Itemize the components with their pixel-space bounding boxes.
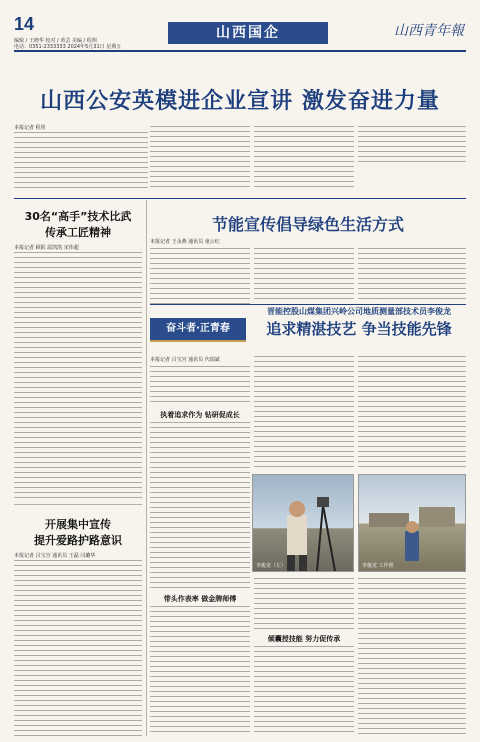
feature-text-col2c bbox=[254, 646, 354, 736]
feature-text-col1b bbox=[150, 606, 250, 736]
feature-text-col3 bbox=[358, 356, 466, 468]
feature-subhead-2: 带头作表率 做金牌师傅 bbox=[163, 595, 237, 603]
left-story-1-byline: 本报记者 顾阳 温凯凯 宋伟超 bbox=[14, 245, 79, 251]
main-story-text-col4 bbox=[358, 126, 466, 166]
feature-photo-2 bbox=[358, 474, 466, 572]
photo-1-caption: 李俊龙（左） bbox=[256, 563, 287, 569]
feature-title: 追求精湛技艺 争当技能先锋 bbox=[266, 320, 452, 338]
left-story-2-text bbox=[14, 560, 142, 736]
feature-text-col3b bbox=[358, 578, 466, 736]
feature-byline: 本报记者 吕宝宫 通讯员 代瑞斌 bbox=[150, 357, 220, 363]
left-story-2-headline: 开展集中宣传 提升爱路护路意识 bbox=[34, 518, 122, 547]
middle-story-text-col1 bbox=[150, 248, 250, 304]
main-byline: 本报记者 程彤 bbox=[14, 125, 46, 131]
left-story-2-byline: 本报记者 吕宝宫 通讯员 王磊 闫璐华 bbox=[14, 553, 96, 559]
page-number: 14 bbox=[14, 14, 35, 34]
person-figure-icon bbox=[253, 475, 354, 572]
column-tag-underline bbox=[150, 340, 246, 342]
main-story-text-col3 bbox=[254, 126, 354, 190]
middle-story-text-col3 bbox=[358, 248, 466, 300]
meta-line-1: 编辑 / 王晓华 校对 / 黄芸 美编 / 程翔 bbox=[14, 38, 97, 44]
meta-line-2: 电话：0351-2333333 2024年5月31日 星期五 bbox=[14, 44, 122, 50]
newspaper-masthead: 山西青年報 bbox=[394, 23, 464, 39]
feature-photo-1 bbox=[252, 474, 354, 572]
survey-site-icon bbox=[359, 475, 466, 572]
feature-text-intro bbox=[150, 366, 250, 406]
feature-subhead-1: 执着追求作为 钻研促成长 bbox=[160, 411, 240, 419]
page-header bbox=[0, 0, 480, 50]
edition-meta bbox=[14, 38, 121, 50]
header-rule bbox=[14, 50, 466, 52]
middle-story-byline: 本报记者 王永燕 通讯员 童云红 bbox=[150, 239, 220, 245]
feature-text-col2b bbox=[254, 578, 354, 630]
column-divider-left bbox=[146, 200, 147, 736]
feature-text-col1 bbox=[150, 422, 250, 590]
column-tag: 奋斗者·正青春 bbox=[150, 318, 246, 340]
middle-story-text-col2 bbox=[254, 248, 354, 300]
photo-2-caption: 李俊龙 工作照 bbox=[362, 563, 394, 569]
main-story-rule bbox=[14, 198, 466, 199]
feature-subhead-3: 倾囊授技能 努力促传承 bbox=[267, 635, 341, 643]
left-story-1-text bbox=[14, 252, 142, 498]
middle-story-rule bbox=[150, 304, 466, 305]
feature-text-col2 bbox=[254, 356, 354, 468]
middle-story-headline: 节能宣传倡导绿色生活方式 bbox=[211, 215, 404, 234]
section-title: 山西国企 bbox=[168, 22, 328, 44]
main-story-text-col2 bbox=[150, 126, 250, 190]
left-story-1-headline: 30名“高手”技术比武 传承工匠精神 bbox=[24, 210, 132, 239]
main-story-text-col1 bbox=[14, 132, 148, 190]
left-story-divider bbox=[14, 504, 142, 505]
feature-kicker: 晋能控股山煤集团兴岭公司地质测量部技术员李俊龙 bbox=[267, 307, 451, 316]
main-headline: 山西公安英模进企业宣讲 激发奋进力量 bbox=[40, 89, 440, 114]
